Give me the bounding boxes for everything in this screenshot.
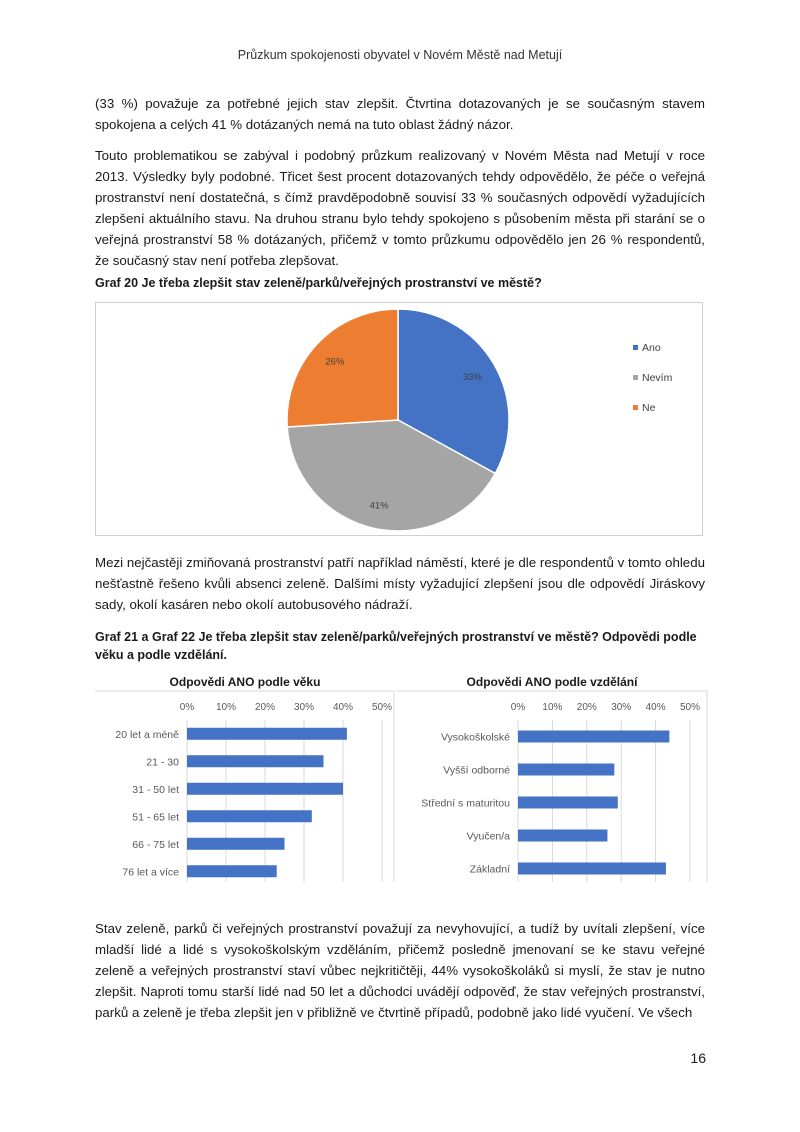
x-tick-label: 10%	[542, 702, 563, 713]
legend-marker	[633, 375, 638, 380]
category-label: Základní	[469, 863, 510, 876]
bar	[187, 810, 312, 822]
pie-data-label: 26%	[325, 356, 345, 368]
bar	[187, 728, 347, 740]
category-label: 21 - 30	[146, 756, 179, 769]
pie-chart-frame	[95, 302, 703, 536]
x-tick-label: 0%	[179, 702, 195, 713]
category-label: Vysokoškolské	[440, 731, 510, 744]
bar-chart-education	[396, 672, 708, 882]
page-number: 16	[690, 1050, 706, 1066]
bar	[187, 755, 324, 767]
category-label: 20 let a méně	[115, 728, 179, 741]
pie-data-label: 33%	[463, 371, 483, 383]
bar-chart-title: Odpovědi ANO podle věku	[169, 675, 321, 689]
x-tick-label: 30%	[293, 702, 315, 713]
bar	[187, 865, 277, 877]
bar-chart-age	[95, 672, 395, 882]
caption-graf-20: Graf 20 Je třeba zlepšit stav zeleně/parků/veřejných prostranství ve městě?	[95, 276, 542, 290]
bar	[518, 863, 666, 875]
category-label: Střední s maturitou	[421, 797, 510, 810]
bar	[518, 830, 607, 842]
x-tick-label: 40%	[645, 702, 666, 713]
paragraph-evaluation: Stav zeleně, parků či veřejných prostranství považují za nevyhovující, a tudíž by uvítali zlepšení, více mladší lidé a lidé s vysokoškolským vzděláním, přičemž posledně jmenovaní se ke stavu veřejné zeleně a veřejných prostranství staví vůbec nejkritičtěji, 44% vysokoškoláků si myslí, že stav je nutno zlepšit. Naproti tomu starší lidé nad 50 let a důchodci uvádějí odpověď, že stav veřejných prostranství, parků a zeleně je třeba zlepšit jen v přibližně ve čtvrtině případů, podobně jako lidé vyučení. Ve všech	[95, 921, 705, 1020]
category-label: Vyučen/a	[466, 830, 510, 843]
pie-slice-ne	[287, 309, 398, 427]
paragraph-intro: (33 %) považuje za potřebné jejich stav zlepšit. Čtvrtina dotazovaných je se současným stavem spokojena a celých 41 % dotázaných nemá na tuto oblast žádný názor.	[95, 96, 705, 132]
x-tick-label: 30%	[611, 702, 632, 713]
bar	[518, 731, 669, 743]
x-tick-label: 50%	[679, 702, 701, 713]
bar-chart-title: Odpovědi ANO podle vzdělání	[466, 675, 638, 689]
legend-label: Ano	[642, 342, 661, 354]
legend-marker	[633, 345, 638, 350]
category-label: 51 - 65 let	[132, 811, 179, 824]
x-tick-label: 40%	[332, 702, 354, 713]
bar	[518, 764, 614, 776]
bar	[187, 838, 285, 850]
x-tick-label: 10%	[215, 702, 237, 713]
running-header: Průzkum spokojenosti obyvatel v Novém Městě nad Metují	[237, 48, 563, 62]
bar	[518, 797, 618, 809]
category-label: 31 - 50 let	[132, 783, 179, 796]
category-label: Vyšší odborné	[443, 764, 510, 777]
pie-chart	[96, 303, 702, 535]
legend-label: Ne	[642, 402, 656, 414]
caption-graf-21-22: Graf 21 a Graf 22 Je třeba zlepšit stav zeleně/parků/veřejných prostranství ve městě? Odpovědi podle věku a podle vzdělání.	[95, 630, 697, 662]
legend-label: Nevím	[642, 372, 673, 384]
x-tick-label: 50%	[371, 702, 393, 713]
x-tick-label: 20%	[576, 702, 597, 713]
category-label: 66 - 75 let	[132, 838, 179, 851]
category-label: 76 let a více	[122, 866, 179, 879]
pie-data-label: 41%	[369, 500, 389, 512]
legend-marker	[633, 405, 638, 410]
x-tick-label: 20%	[254, 702, 276, 713]
bar	[187, 783, 343, 795]
paragraph-2013-survey: Touto problematikou se zabýval i podobný průzkum realizovaný v Novém Města nad Metují v roce 2013. Výsledky byly podobné. Třicet šest procent dotazovaných tehdy odpovědělo, že péče o veřejná prostranství není dostatečná, s čímž pravděpodobně souvisí 33 % současných odpovědí vyžadujících zlepšení aktuálního stavu. Na druhou stranu bylo tehdy spokojeno s působením města při starání se o veřejná prostranství 58 % dotázaných, přičemž v tomto průzkumu odpovědělo jen 26 % respondentů, že současný stav není potřeba zlepšovat.	[95, 148, 705, 268]
paragraph-places: Mezi nejčastěji zmiňovaná prostranství patří například náměstí, které je dle respondentů v tomto ohledu nešťastně řešeno kvůli absenci zeleně. Dalšími místy vyžadující zlepšení jsou dle odpovědí Jiráskovy sady, okolí kasáren nebo okolí autobusového nádraží.	[95, 555, 705, 612]
x-tick-label: 0%	[510, 702, 526, 713]
